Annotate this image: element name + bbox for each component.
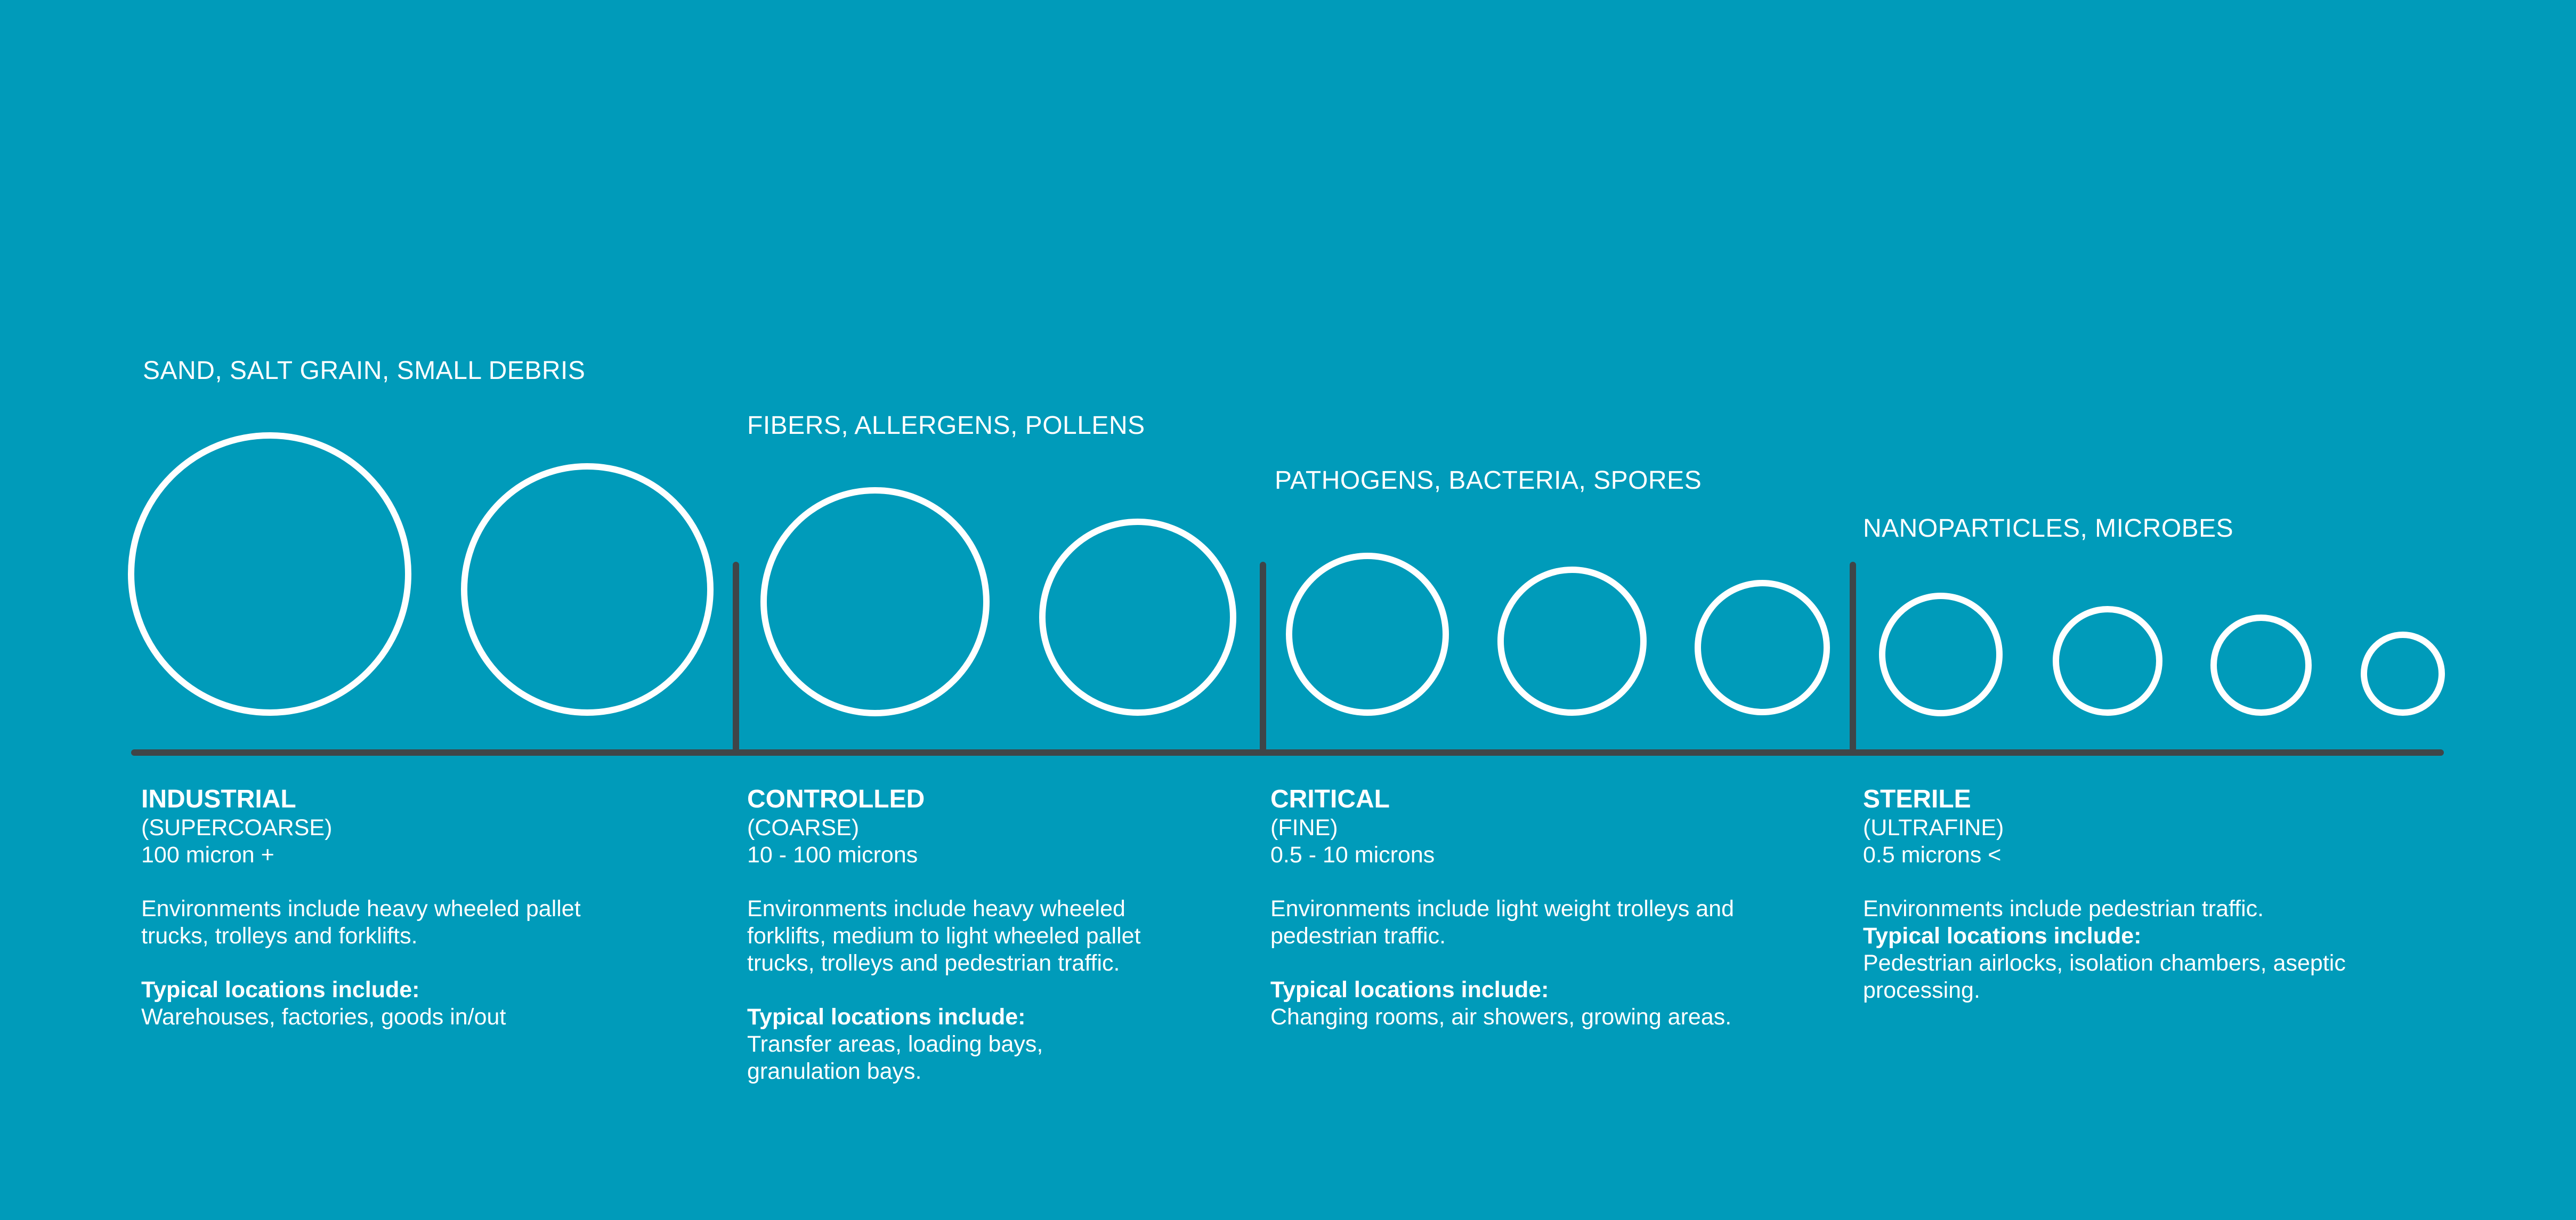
particle-circle [764, 490, 986, 713]
category-size: 100 micron + [141, 842, 274, 868]
category-environments: Environments include heavy wheeled pallet trucks, trolleys and forklifts. [141, 896, 581, 949]
category-controlled [747, 785, 1259, 1085]
locations-label: Typical locations include: [747, 1004, 1026, 1030]
category-size: 0.5 - 10 microns [1270, 842, 1435, 868]
particle-heading-supercoarse: SAND, SALT GRAIN, SMALL DEBRIS [143, 357, 586, 385]
particle-circle [464, 466, 710, 713]
locations-label: Typical locations include: [1863, 923, 2142, 949]
category-critical [1270, 785, 1782, 1031]
particle-circle [1042, 522, 1233, 713]
category-title: STERILE [1863, 785, 1971, 813]
particle-circle [2364, 635, 2442, 713]
category-locations: Transfer areas, loading bays, granulation bays. [747, 1031, 1043, 1084]
particle-circle [1698, 583, 1827, 712]
category-grade: (SUPERCOARSE) [141, 815, 333, 841]
locations-label: Typical locations include: [1270, 977, 1549, 1003]
particle-heading-coarse: FIBERS, ALLERGENS, POLLENS [747, 411, 1145, 440]
category-grade: (COARSE) [747, 815, 860, 841]
category-title: INDUSTRIAL [141, 785, 296, 813]
locations-label: Typical locations include: [141, 977, 420, 1003]
particle-circle [1289, 556, 1446, 713]
category-environments: Environments include light weight trolleys and pedestrian traffic. [1270, 896, 1735, 949]
particle-circle [2214, 618, 2308, 713]
category-grade: (FINE) [1270, 815, 1338, 841]
particle-heading-ultrafine: NANOPARTICLES, MICROBES [1863, 514, 2234, 543]
particle-circle [1882, 596, 1999, 713]
category-locations: Changing rooms, air showers, growing areas. [1270, 1004, 1732, 1030]
particle-circle [1501, 570, 1643, 713]
particle-circle [2056, 609, 2159, 713]
particle-heading-fine: PATHOGENS, BACTERIA, SPORES [1275, 466, 1702, 495]
category-environments: Environments include heavy wheeled forklifts, medium to light wheeled pallet trucks, trolleys and pedestrian traffic. [747, 896, 1141, 976]
category-size: 0.5 microns < [1863, 842, 2002, 868]
category-size: 10 - 100 microns [747, 842, 918, 868]
category-sterile [1863, 785, 2375, 1004]
category-industrial [141, 785, 653, 1031]
category-title: CONTROLLED [747, 785, 925, 813]
category-locations: Pedestrian airlocks, isolation chambers, aseptic processing. [1863, 950, 2346, 1003]
category-locations: Warehouses, factories, goods in/out [141, 1004, 506, 1030]
particle-circle [131, 435, 408, 713]
category-environments: Environments include pedestrian traffic. [1863, 896, 2264, 922]
category-grade: (ULTRAFINE) [1863, 815, 2004, 841]
category-title: CRITICAL [1270, 785, 1390, 813]
